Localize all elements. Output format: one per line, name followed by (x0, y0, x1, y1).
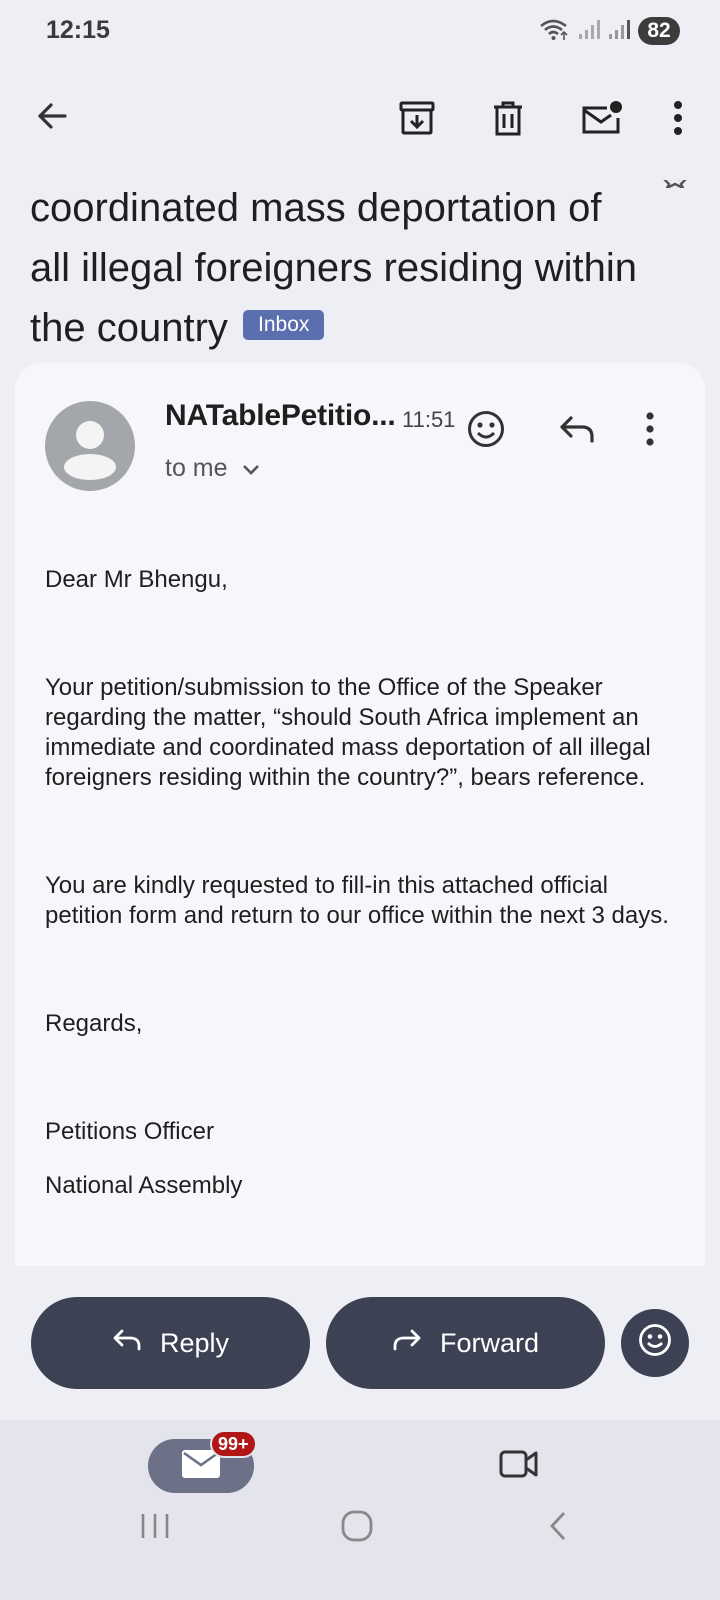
forward-button[interactable] (326, 1297, 605, 1389)
forward-icon (392, 1328, 422, 1359)
sender-name[interactable]: NATablePetitio... (165, 399, 396, 432)
system-back-icon[interactable] (538, 1506, 578, 1546)
delete-icon[interactable] (484, 94, 532, 142)
reply-label: Reply (159, 1327, 230, 1358)
reply-button[interactable] (31, 1297, 310, 1389)
signature-org: National Assembly (45, 1172, 243, 1199)
unread-count-badge: 99+ (210, 1430, 257, 1458)
body-paragraph: Your petition/submission to the Office of the Speaker regarding the matter, “should South Africa implement an immediate and coordinated mass deportation of all illegal foreigners residing within the country?”, bears reference. (45, 674, 651, 791)
more-vert-icon[interactable] (654, 94, 702, 142)
status-icons (538, 17, 680, 45)
recipient-label: to me (165, 454, 228, 482)
home-icon[interactable] (336, 1505, 378, 1547)
archive-icon[interactable] (393, 94, 441, 142)
star-icon[interactable] (662, 180, 688, 193)
emoji-reaction-button[interactable] (621, 1309, 689, 1377)
reply-icon[interactable] (555, 407, 599, 451)
battery-icon: 82 (638, 17, 680, 45)
emoji-icon (638, 1323, 672, 1364)
signal-icon (578, 18, 600, 45)
more-vert-icon[interactable] (628, 407, 672, 451)
subject-area (0, 180, 720, 350)
recipient-details-toggle[interactable] (165, 454, 260, 483)
signature-title: Petitions Officer (45, 1118, 214, 1145)
recent-apps-icon[interactable] (135, 1506, 175, 1546)
meet-video-icon[interactable] (495, 1440, 543, 1488)
bottom-navigation (0, 1420, 720, 1600)
greeting: Dear Mr Bhengu, (45, 566, 228, 593)
wifi-icon (538, 16, 570, 47)
back-arrow-icon[interactable] (28, 92, 76, 140)
body-paragraph: You are kindly requested to fill-in this attached official petition form and return to our office within the next 3 days. (45, 872, 669, 929)
subject-text: coordinated mass deportation of all illegal foreigners residing within the country (30, 186, 637, 350)
email-subject (30, 180, 650, 350)
inbox-label[interactable]: Inbox (243, 310, 324, 340)
closing: Regards, (45, 1010, 143, 1037)
email-message-card (15, 363, 705, 1266)
status-bar (0, 0, 720, 64)
mark-unread-icon[interactable] (576, 94, 628, 142)
signal-icon (608, 18, 630, 45)
reply-icon (112, 1328, 142, 1359)
chevron-down-icon (242, 454, 260, 483)
message-time: 11:51 (402, 407, 456, 432)
email-toolbar (0, 64, 720, 180)
forward-label: Forward (439, 1327, 540, 1358)
status-time: 12:15 (46, 16, 110, 44)
email-body (45, 565, 675, 1266)
emoji-reaction-icon[interactable] (464, 407, 508, 451)
avatar[interactable] (45, 401, 135, 491)
